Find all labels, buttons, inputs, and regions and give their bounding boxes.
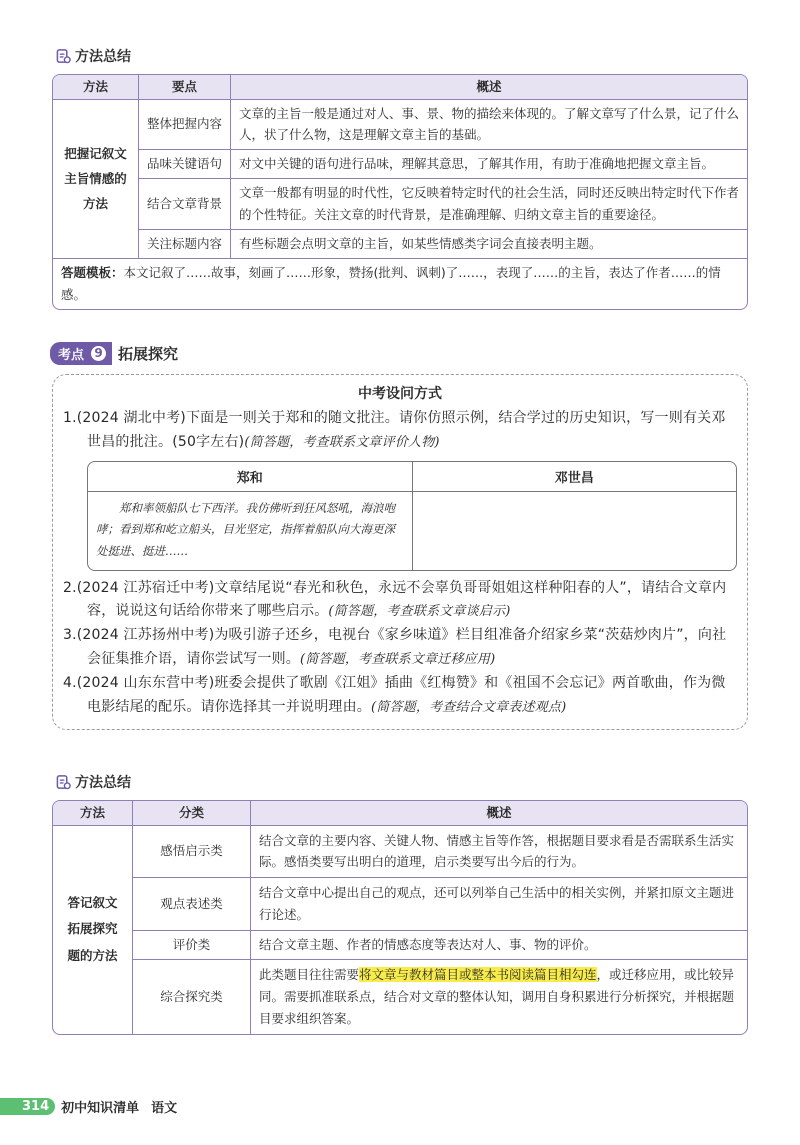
header-overview: 概述 (231, 75, 748, 100)
question-4-note: (简答题，考查结合文章表述观点) (371, 699, 567, 715)
page-number: 314 (0, 1098, 55, 1115)
desc-cell: 有些标题会点明文章的主旨，如某些情感类字词会直接表明主题。 (231, 229, 748, 258)
notes-icon (56, 774, 71, 790)
question-2 (63, 577, 737, 625)
book-title: 初中知识清单 (61, 1101, 140, 1116)
category-cell: 评价类 (133, 931, 251, 960)
method-cell: 答记叙文拓展探究题的方法 (53, 825, 133, 1034)
page-footer (0, 1097, 177, 1116)
table-row (53, 229, 748, 258)
point-cell: 结合文章背景 (139, 179, 231, 230)
header-category: 分类 (133, 801, 251, 826)
table-row (53, 825, 748, 878)
kaodian-label: 考点 (58, 348, 85, 363)
question-box-heading: 中考设问方式 (358, 386, 442, 402)
answer-template (53, 258, 747, 309)
header-method: 方法 (53, 801, 133, 826)
question-3 (63, 624, 737, 672)
annotation-zhenghe-text: 郑和率领船队七下西洋。我仿佛听到狂风怒吼，海浪咆哮；看到郑和屹立船头，目光坚定，指挥着船队向大海更深处挺进、挺进…… (96, 500, 395, 559)
point-cell: 整体把握内容 (139, 99, 231, 150)
desc-cell: 对文中关键的语句进行品味，理解其意思，了解其作用，有助于准确地把握文章主旨。 (231, 150, 748, 179)
point-cell: 关注标题内容 (139, 229, 231, 258)
header-method: 方法 (53, 75, 139, 100)
question-2-text: 2.(2024 江苏宿迁中考)文章结尾说“春光和秋色，永远不会辜负哥哥姐姐这样种阳春的人”，请结合文章内容，说说这句话给你带来了哪些启示。 (63, 579, 727, 620)
kaodian-badge (50, 342, 112, 365)
table-row (53, 878, 748, 931)
table-header-row (53, 801, 748, 826)
point-cell: 品味关键语句 (139, 150, 231, 179)
table-row (53, 150, 748, 179)
table-header-row (53, 75, 748, 100)
question-box (52, 374, 748, 730)
category-cell: 观点表述类 (133, 878, 251, 931)
desc-cell: 结合文章的主要内容、关键人物、情感主旨等作答，根据题目要求看是否需联系生活实际。感悟类要写出明白的道理，启示类要写出今后的行为。 (251, 825, 748, 878)
section2-title (56, 772, 131, 792)
desc-cell: 文章的主旨一般是通过对人、事、景、物的描绘来体现的。了解文章写了什么景，记了什么人，状了什么物，这是理解文章主旨的基础。 (231, 99, 748, 150)
header-overview: 概述 (251, 801, 748, 826)
category-cell: 感悟启示类 (133, 825, 251, 878)
desc-cell (251, 959, 748, 1034)
section1-title (56, 46, 131, 66)
desc-text-pre: 此类题目往往需要 (259, 966, 360, 982)
table-row (53, 931, 748, 960)
template-text: 本文记叙了……故事，刻画了……形象，赞扬(批判、讽刺)了……，表现了……的主旨，表达了作者……的情感。 (61, 264, 721, 302)
question-3-note: (简答题，考查联系文章迁移应用) (300, 651, 496, 667)
method-cell: 把握记叙文主旨情感的方法 (53, 99, 139, 258)
question-4 (63, 672, 737, 720)
annotation-header-dengshichang: 邓世昌 (412, 462, 736, 492)
method-summary-table-2 (52, 800, 748, 1035)
kaodian-heading (50, 342, 178, 365)
subject-label: 语文 (151, 1101, 178, 1116)
category-cell: 综合探究类 (133, 959, 251, 1034)
header-point: 要点 (139, 75, 231, 100)
question-3-text: 3.(2024 江苏扬州中考)为吸引游子还乡，电视台《家乡味道》栏目组准备介绍家乡菜“茨菇炒肉片”，向社会征集推介语，请你尝试写一则。 (63, 627, 727, 667)
desc-cell: 文章一般都有明显的时代性，它反映着特定时代的社会生活，同时还反映出特定时代下作者的个性特征。关注文章的时代背景，是准确理解、归纳文章主旨的重要途径。 (231, 179, 748, 230)
annotation-table (87, 461, 737, 571)
desc-text-post: ，或迁移应用，或比较异同。需要抓准联系点，结合对文章的整体认知，调用自身积累进行分析探究，并根据题目要求组织答案。 (259, 966, 735, 1026)
notes-icon (56, 48, 71, 64)
desc-cell: 结合文章主题、作者的情感态度等表达对人、事、物的评价。 (251, 931, 748, 960)
table-row (53, 959, 748, 1034)
desc-cell: 结合文章中心提出自己的观点，还可以列举自己生活中的相关实例，并紧扣原文主题进行论述。 (251, 878, 748, 931)
question-2-note: (简答题，考查联系文章谈启示) (328, 604, 511, 620)
kaodian-title: 拓展探究 (118, 345, 179, 363)
question-1-note: (简答题，考查联系文章评价人物) (244, 434, 440, 450)
method-summary-table-1 (52, 74, 748, 310)
question-4-text: 4.(2024 山东东营中考)班委会提供了歌剧《江姐》插曲《红梅赞》和《祖国不会忘记》两首歌曲，作为微电影结尾的配乐。请你选择其一并说明理由。 (63, 674, 726, 715)
question-1 (63, 407, 737, 455)
section2-title-text: 方法总结 (75, 775, 131, 791)
table-row (53, 99, 748, 150)
highlighted-text: 将文章与教材篇目或整本书阅读篇目相勾连 (359, 966, 597, 982)
annotation-dengshichang-answer-area[interactable] (412, 491, 736, 570)
annotation-header-zhenghe: 郑和 (88, 462, 412, 492)
section1-title-text: 方法总结 (75, 49, 131, 65)
template-label: 答题模板： (61, 264, 124, 280)
table-row (53, 179, 748, 230)
question-1-text: 1.(2024 湖北中考)下面是一则关于郑和的随文批注。请你仿照示例，结合学过的历史知识，写一则有关邓世昌的批注。(50字左右) (63, 410, 726, 450)
kaodian-number: 9 (89, 344, 108, 363)
